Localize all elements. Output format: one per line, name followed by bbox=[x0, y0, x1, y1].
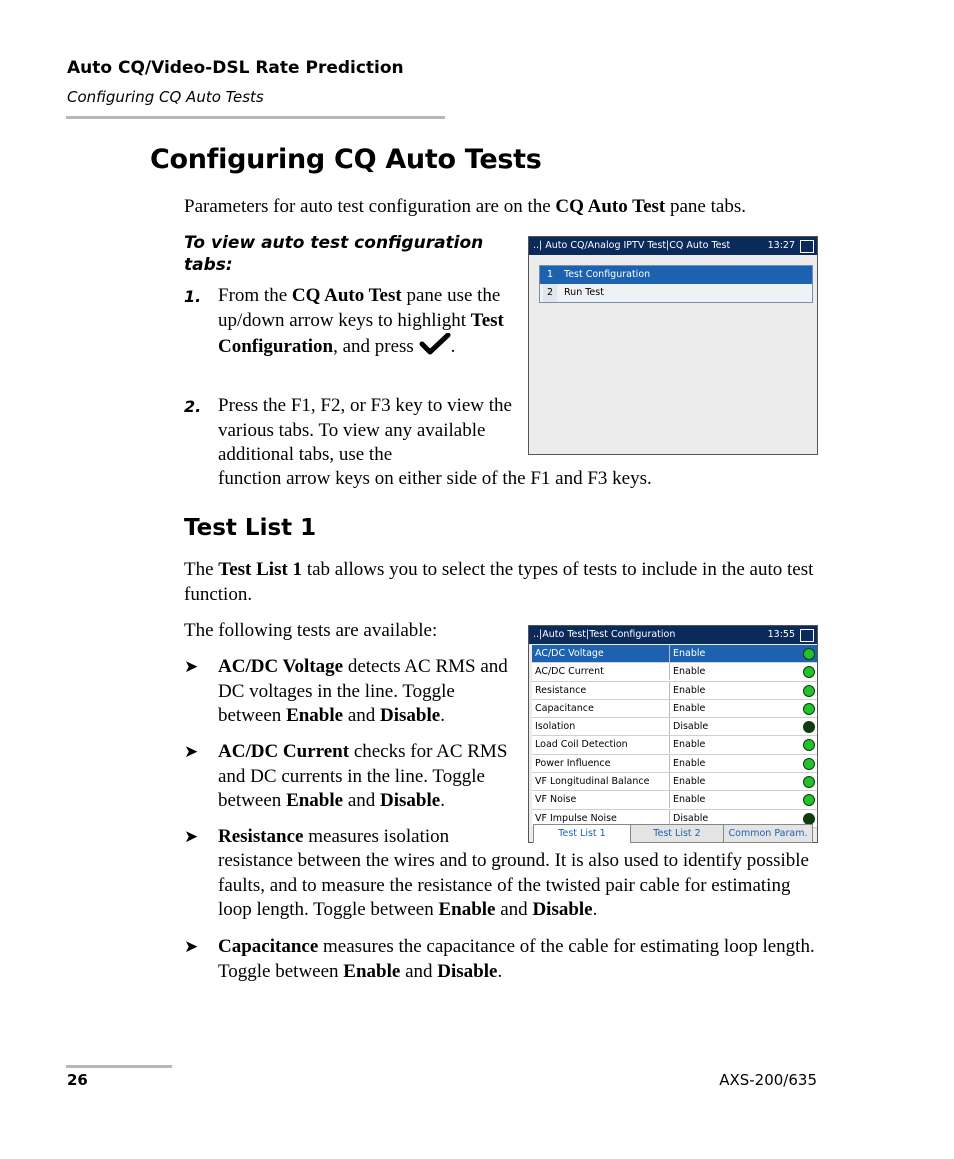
bullet-ac-dc-voltage bbox=[218, 655, 516, 729]
screen-title: ..| Auto CQ/Analog IPTV Test|CQ Auto Test bbox=[533, 240, 731, 251]
bullet-disable: Disable bbox=[437, 960, 498, 982]
bullet-term: AC/DC Voltage bbox=[218, 656, 344, 677]
test-name: Power Influence bbox=[535, 757, 611, 769]
menu-item-number: 1 bbox=[546, 269, 554, 280]
test-name: Capacitance bbox=[535, 702, 594, 714]
step-1-e: , and press bbox=[333, 336, 414, 357]
header-rule bbox=[66, 116, 445, 119]
screen-time: 13:27 bbox=[767, 240, 795, 251]
bullet-end: . bbox=[592, 899, 598, 920]
bullet-disable: Disable bbox=[380, 705, 441, 726]
test-name: Load Coil Detection bbox=[535, 739, 628, 751]
test-name: VF Impulse Noise bbox=[535, 812, 617, 824]
test-value[interactable]: Disable bbox=[669, 810, 708, 827]
test-value[interactable]: Disable bbox=[669, 718, 708, 735]
test-value[interactable]: Enable bbox=[669, 791, 705, 808]
bullet-end: . bbox=[440, 705, 445, 726]
window-icon[interactable] bbox=[800, 240, 814, 253]
step-2-text: Press the F1, F2, or F3 key to view the various tabs. To view any available additional tabs, use the bbox=[218, 395, 512, 465]
bullet-text: measures isolation bbox=[303, 826, 450, 847]
bullet-disable: Disable bbox=[532, 899, 593, 920]
step-1-a: From the bbox=[218, 285, 292, 306]
menu-item-number: 2 bbox=[543, 284, 557, 302]
bullet-text: checks for AC RMS and DC currents in the line. Toggle between bbox=[218, 741, 508, 811]
table-row[interactable] bbox=[532, 755, 817, 773]
status-indicator-icon bbox=[803, 703, 815, 715]
test-name: Resistance bbox=[535, 684, 587, 696]
p1-bold: Test List 1 bbox=[218, 559, 303, 580]
table-row[interactable] bbox=[532, 682, 817, 700]
status-indicator-icon bbox=[803, 758, 815, 770]
bullet-and: and bbox=[400, 960, 438, 982]
status-indicator-icon bbox=[803, 813, 815, 825]
bullet-arrow-icon: ➤ bbox=[184, 937, 199, 956]
section-heading: Configuring CQ Auto Tests bbox=[150, 144, 542, 175]
bullet-term: Capacitance bbox=[218, 936, 319, 957]
bullet-enable: Enable bbox=[286, 705, 344, 726]
screen-test-configuration bbox=[528, 625, 818, 843]
bullet-enable: Enable bbox=[286, 790, 344, 811]
bullet-end: . bbox=[440, 790, 445, 811]
test-name: AC/DC Voltage bbox=[535, 648, 604, 659]
status-indicator-icon bbox=[803, 794, 815, 806]
bullet-and: and bbox=[343, 705, 381, 726]
test-value[interactable]: Enable bbox=[669, 773, 705, 790]
p1-text-end: tab allows you to select the types of tests to include in the auto test function. bbox=[184, 559, 814, 605]
test-value[interactable]: Enable bbox=[669, 663, 705, 680]
bullet-text: detects AC RMS and DC voltages in the line. Toggle between bbox=[218, 656, 508, 726]
status-indicator-icon bbox=[803, 648, 815, 660]
bullet-resistance-continued bbox=[218, 849, 818, 923]
test-value[interactable]: Enable bbox=[669, 700, 705, 717]
bullet-text: resistance between the wires and to ground. It is also used to identify possible faults, and to measure the resistance of the twisted pair cable for estimating loop length. Toggle between bbox=[218, 850, 809, 920]
step-1-f: . bbox=[450, 336, 456, 357]
tab-bar bbox=[529, 824, 817, 842]
status-indicator-icon bbox=[803, 776, 815, 788]
screen-title: ..|Auto Test|Test Configuration bbox=[533, 629, 676, 640]
bullet-enable: Enable bbox=[343, 960, 401, 982]
status-indicator-icon bbox=[803, 666, 815, 678]
running-header-subtitle: Configuring CQ Auto Tests bbox=[67, 88, 264, 106]
bullet-ac-dc-current bbox=[218, 740, 516, 814]
step-number: 2. bbox=[184, 397, 202, 416]
test-name: VF Longitudinal Balance bbox=[535, 776, 650, 788]
menu-item-label: Test Configuration bbox=[564, 269, 651, 280]
status-indicator-icon bbox=[803, 685, 815, 697]
available-tests-intro: The following tests are available: bbox=[184, 620, 438, 641]
screen-titlebar bbox=[529, 237, 817, 255]
bullet-enable: Enable bbox=[438, 899, 496, 920]
p1-text: The bbox=[184, 559, 219, 580]
bullet-arrow-icon: ➤ bbox=[184, 827, 199, 846]
table-row[interactable] bbox=[532, 736, 817, 754]
footer-rule bbox=[66, 1065, 172, 1068]
running-header-title: Auto CQ/Video-DSL Rate Prediction bbox=[67, 58, 404, 78]
test-name: VF Noise bbox=[535, 794, 577, 806]
page-number: 26 bbox=[67, 1071, 88, 1089]
test-value[interactable]: Enable bbox=[669, 755, 705, 772]
intro-paragraph bbox=[184, 195, 834, 220]
menu-item-label: Run Test bbox=[564, 287, 604, 298]
step-1-c: pane use the up/down arrow keys to highlight bbox=[218, 285, 501, 331]
intro-bold: CQ Auto Test bbox=[555, 196, 666, 217]
table-row[interactable] bbox=[532, 663, 817, 681]
bullet-disable: Disable bbox=[380, 790, 441, 811]
table-row[interactable] bbox=[532, 791, 817, 809]
bullet-arrow-icon: ➤ bbox=[184, 742, 199, 761]
bullet-end: . bbox=[497, 960, 503, 982]
test-table bbox=[532, 645, 817, 828]
tab-test-list-1[interactable]: Test List 1 bbox=[533, 824, 631, 843]
screen-time: 13:55 bbox=[767, 629, 795, 640]
status-indicator-icon bbox=[803, 721, 815, 733]
subsection-heading: Test List 1 bbox=[184, 515, 317, 541]
intro-text: Parameters for auto test configuration are on the bbox=[184, 196, 556, 217]
step-1-text bbox=[218, 284, 513, 360]
bullet-and: and bbox=[495, 899, 533, 920]
step-1-bold-2: Test Configuration bbox=[218, 309, 504, 357]
checkmark-icon bbox=[419, 333, 451, 355]
menu-item-test-configuration[interactable] bbox=[540, 266, 812, 284]
menu-list bbox=[539, 265, 813, 303]
step-number: 1. bbox=[184, 287, 202, 306]
test-name: AC/DC Current bbox=[535, 666, 604, 678]
bullet-resistance bbox=[218, 825, 518, 850]
intro-text-end: pane tabs. bbox=[665, 196, 746, 217]
table-row[interactable] bbox=[532, 718, 817, 736]
procedure-title: To view auto test configuration tabs: bbox=[184, 233, 484, 275]
screen-titlebar bbox=[529, 626, 817, 644]
test-list-paragraph bbox=[184, 558, 824, 607]
bullet-text: measures the capacitance of the cable for estimating loop length. Toggle between bbox=[218, 936, 815, 982]
table-row[interactable] bbox=[532, 773, 817, 791]
table-row[interactable] bbox=[532, 700, 817, 718]
window-icon[interactable] bbox=[800, 629, 814, 642]
screen-cq-auto-test bbox=[528, 236, 818, 455]
bullet-and: and bbox=[343, 790, 381, 811]
tab-test-list-2[interactable]: Test List 2 bbox=[630, 824, 724, 843]
bullet-term: AC/DC Current bbox=[218, 741, 350, 762]
bullet-capacitance bbox=[218, 935, 818, 984]
step-2-tail: function arrow keys on either side of the F1 and F3 keys. bbox=[218, 468, 652, 489]
step-1-bold: CQ Auto Test bbox=[291, 285, 402, 306]
test-name: Isolation bbox=[535, 721, 576, 733]
tab-common-param[interactable]: Common Param. bbox=[723, 824, 813, 843]
bullet-term: Resistance bbox=[218, 826, 304, 847]
test-value[interactable]: Enable bbox=[669, 682, 705, 699]
test-value[interactable]: Enable bbox=[669, 645, 705, 662]
test-value[interactable]: Enable bbox=[669, 736, 705, 753]
status-indicator-icon bbox=[803, 739, 815, 751]
document-id: AXS-200/635 bbox=[719, 1071, 817, 1089]
table-row[interactable] bbox=[532, 645, 817, 663]
menu-item-run-test[interactable] bbox=[540, 284, 812, 302]
bullet-arrow-icon: ➤ bbox=[184, 657, 199, 676]
